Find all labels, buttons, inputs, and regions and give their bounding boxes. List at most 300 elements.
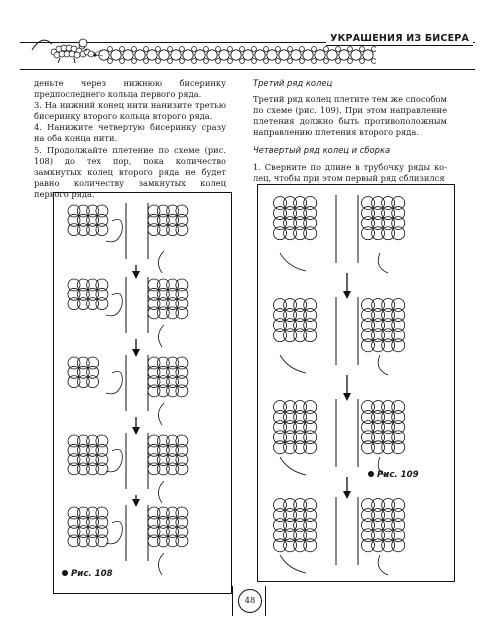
bead — [304, 441, 317, 454]
bead — [148, 214, 160, 226]
bead — [87, 214, 99, 226]
thread-line — [158, 553, 164, 575]
bead — [372, 529, 385, 542]
chain-bead — [204, 47, 209, 52]
bead — [372, 329, 385, 342]
bead — [77, 224, 89, 236]
bead — [148, 307, 160, 319]
bead — [294, 519, 307, 532]
bead — [274, 197, 287, 210]
bead — [382, 401, 395, 414]
bead — [294, 401, 307, 414]
bead — [362, 431, 375, 444]
bead — [392, 329, 405, 342]
bead — [87, 298, 99, 310]
bead — [392, 197, 405, 210]
chain-bead — [156, 47, 161, 52]
beaded-mouse-icon — [28, 30, 104, 72]
bead — [382, 431, 395, 444]
chain-bead — [111, 50, 121, 60]
arrow-down-icon — [132, 499, 140, 507]
bead — [77, 298, 89, 310]
subtitle-third-row: Третий ряд колец — [253, 78, 333, 88]
chain-bead — [351, 50, 361, 60]
bead — [77, 526, 89, 538]
bead — [294, 499, 307, 512]
bead — [148, 444, 160, 456]
bead — [392, 309, 405, 322]
bead — [87, 535, 99, 547]
chain-bead — [228, 59, 233, 64]
chain-bead — [120, 47, 125, 52]
bead — [148, 463, 160, 475]
thread-line — [280, 355, 306, 373]
bead — [96, 435, 108, 447]
bead — [167, 376, 179, 388]
thread-line — [106, 521, 122, 544]
chain-bead — [108, 47, 113, 52]
chain-bead — [123, 50, 133, 60]
bead — [284, 411, 297, 424]
bead — [167, 516, 179, 528]
bead — [96, 535, 108, 547]
bead — [382, 529, 395, 542]
bead — [392, 499, 405, 512]
chain-bead — [303, 50, 313, 60]
bead — [77, 444, 89, 456]
chain-bead — [264, 59, 269, 64]
bead — [304, 309, 317, 322]
bead — [274, 411, 287, 424]
bead — [96, 214, 108, 226]
bead — [157, 279, 169, 291]
chain-bead — [204, 59, 209, 64]
arrow-down-icon — [343, 393, 351, 401]
bead — [382, 217, 395, 230]
bead — [167, 535, 179, 547]
bead — [77, 214, 89, 226]
bead — [294, 217, 307, 230]
bead — [304, 197, 317, 210]
bead — [294, 309, 307, 322]
bead — [274, 227, 287, 240]
chain-bead — [288, 47, 293, 52]
bead — [148, 376, 160, 388]
bead — [274, 499, 287, 512]
arrow-down-icon — [132, 271, 140, 279]
bead — [77, 435, 89, 447]
bead — [284, 519, 297, 532]
bead — [176, 535, 188, 547]
bead — [284, 401, 297, 414]
bead — [176, 376, 188, 388]
chain-bead — [99, 50, 109, 60]
bead-cluster — [68, 357, 99, 388]
bead — [96, 288, 108, 300]
bead — [176, 307, 188, 319]
bead — [362, 509, 375, 522]
paragraph: 1. Сверните по длине в трубочку ряды колец, чтобы при этом первый ряд сблизился — [253, 161, 447, 183]
chain-bead — [291, 50, 301, 60]
bead — [157, 463, 169, 475]
bead — [382, 421, 395, 434]
bead — [294, 421, 307, 434]
thread-line — [106, 219, 122, 242]
bead — [176, 435, 188, 447]
bead — [87, 205, 99, 217]
chain-bead — [168, 59, 173, 64]
paragraph: 4. Нанижите четвертую бисеринку сразу на оба конца нити. — [34, 122, 226, 144]
bead — [77, 463, 89, 475]
bead — [392, 441, 405, 454]
bead — [294, 441, 307, 454]
bead — [284, 431, 297, 444]
chain-bead — [339, 50, 349, 60]
bead — [372, 509, 385, 522]
bead — [294, 329, 307, 342]
bead — [176, 205, 188, 217]
bead — [372, 431, 385, 444]
bead — [274, 529, 287, 542]
bead — [284, 539, 297, 552]
arrow-down-icon — [132, 427, 140, 435]
bead — [77, 366, 89, 378]
bead — [362, 539, 375, 552]
chain-bead — [336, 59, 341, 64]
thread-line — [158, 325, 164, 347]
bead — [362, 309, 375, 322]
bead — [362, 499, 375, 512]
chain-bead — [252, 47, 257, 52]
bead — [68, 279, 80, 291]
bead — [157, 307, 169, 319]
arrow-down-icon — [343, 291, 351, 299]
bead — [148, 516, 160, 528]
bead — [284, 197, 297, 210]
bead — [167, 526, 179, 538]
bead — [68, 463, 80, 475]
bead — [157, 526, 169, 538]
bead — [176, 279, 188, 291]
chain-bead — [216, 47, 221, 52]
chain-bead — [159, 50, 169, 60]
bead — [148, 288, 160, 300]
bead — [382, 499, 395, 512]
bead — [157, 205, 169, 217]
bead — [157, 535, 169, 547]
bead — [362, 207, 375, 220]
bead — [176, 444, 188, 456]
thread-line — [158, 251, 164, 273]
bead — [157, 385, 169, 397]
chain-bead — [192, 47, 197, 52]
bead — [382, 339, 395, 352]
bead — [372, 207, 385, 220]
bead — [274, 329, 287, 342]
bead — [77, 507, 89, 519]
bead — [176, 507, 188, 519]
arrow-down-icon — [132, 349, 140, 357]
bead-cluster — [274, 299, 317, 342]
bead — [274, 309, 287, 322]
bead — [284, 329, 297, 342]
bead — [176, 366, 188, 378]
bead — [96, 516, 108, 528]
bead — [294, 207, 307, 220]
bead — [68, 507, 80, 519]
bead-cluster — [148, 205, 188, 236]
bead — [167, 307, 179, 319]
bead — [96, 463, 108, 475]
thread-line — [378, 355, 388, 375]
bead — [87, 224, 99, 236]
bead — [176, 385, 188, 397]
bead — [382, 411, 395, 424]
bead — [304, 217, 317, 230]
chain-bead — [372, 59, 376, 64]
bead — [68, 435, 80, 447]
bead — [87, 279, 99, 291]
bead — [157, 357, 169, 369]
chain-bead — [315, 50, 325, 60]
bead — [392, 411, 405, 424]
bead — [68, 454, 80, 466]
paragraph: деньте через нижнюю бисеринку предпоследнего кольца первого ряда. — [34, 78, 226, 100]
bead — [157, 298, 169, 310]
chain-bead — [312, 59, 317, 64]
bead — [157, 507, 169, 519]
bead — [167, 507, 179, 519]
bead — [148, 535, 160, 547]
bead — [87, 288, 99, 300]
bead — [176, 463, 188, 475]
bead — [274, 509, 287, 522]
bead — [304, 519, 317, 532]
bead — [274, 431, 287, 444]
bead — [96, 224, 108, 236]
bead — [382, 539, 395, 552]
bead — [284, 529, 297, 542]
bead — [284, 207, 297, 220]
bead — [304, 227, 317, 240]
bead — [382, 319, 395, 332]
bead — [382, 519, 395, 532]
bead — [372, 319, 385, 332]
chain-bead — [120, 59, 125, 64]
chain-bead — [192, 59, 197, 64]
bead — [167, 385, 179, 397]
bead — [392, 207, 405, 220]
bead-cluster — [362, 499, 405, 552]
bead — [96, 205, 108, 217]
bead — [362, 401, 375, 414]
bead — [382, 441, 395, 454]
thread-line — [378, 555, 388, 575]
bead — [304, 499, 317, 512]
bead — [304, 509, 317, 522]
bead — [392, 319, 405, 332]
bead — [372, 197, 385, 210]
bead — [362, 529, 375, 542]
arrow-down-icon — [343, 491, 351, 499]
subtitle-fourth-row: Четвертый ряд колец и сборка — [253, 145, 391, 156]
chain-bead — [171, 50, 181, 60]
bead — [284, 421, 297, 434]
right-text-column — [253, 78, 447, 184]
bead — [176, 224, 188, 236]
bead — [372, 519, 385, 532]
bead — [148, 279, 160, 291]
bead — [167, 454, 179, 466]
thread-line — [280, 457, 306, 475]
chain-bead — [243, 50, 253, 60]
bead-cluster — [274, 401, 317, 454]
bead — [167, 435, 179, 447]
thread-line — [280, 253, 306, 271]
bead — [304, 411, 317, 424]
bead — [77, 288, 89, 300]
bead — [68, 224, 80, 236]
bead — [372, 539, 385, 552]
bead — [176, 526, 188, 538]
paragraph: 5. Продолжайте плетение по схеме (рис. 108) до тех пор, пока количество замкнутых колец второго ряда не будет равно количеству замкнутых колец первого ряда. — [34, 144, 226, 199]
bead — [284, 299, 297, 312]
chain-bead — [252, 59, 257, 64]
bead — [392, 519, 405, 532]
chain-bead — [255, 50, 265, 60]
bead — [382, 509, 395, 522]
chain-bead — [327, 50, 337, 60]
bead — [77, 205, 89, 217]
bead — [392, 421, 405, 434]
bead — [96, 279, 108, 291]
bead — [167, 214, 179, 226]
chain-bead — [348, 59, 353, 64]
bead — [372, 441, 385, 454]
bead — [274, 299, 287, 312]
chain-bead — [144, 59, 149, 64]
bead-cluster — [362, 401, 405, 454]
bead — [284, 499, 297, 512]
bead — [68, 366, 80, 378]
bead-cluster — [68, 507, 108, 547]
bead — [77, 454, 89, 466]
bead — [304, 431, 317, 444]
bead — [392, 299, 405, 312]
bead — [372, 401, 385, 414]
thread-line — [106, 293, 122, 316]
bead — [274, 441, 287, 454]
bead-cluster — [68, 435, 108, 475]
chain-bead — [240, 59, 245, 64]
page-rule-right — [265, 586, 266, 616]
bead-cluster — [148, 279, 188, 319]
bead-cluster — [68, 205, 108, 236]
chain-bead — [288, 59, 293, 64]
chain-bead — [267, 50, 277, 60]
bead — [372, 421, 385, 434]
bead-cluster — [362, 197, 405, 240]
bead — [284, 227, 297, 240]
bead — [372, 411, 385, 424]
chain-bead — [264, 47, 269, 52]
bead — [372, 499, 385, 512]
bead — [68, 376, 80, 388]
bead — [87, 357, 99, 369]
bead — [167, 205, 179, 217]
bead — [68, 205, 80, 217]
bead — [284, 509, 297, 522]
chain-bead — [240, 47, 245, 52]
bead — [157, 516, 169, 528]
thread-line — [378, 253, 388, 273]
bead — [87, 526, 99, 538]
bead — [68, 516, 80, 528]
bead — [167, 463, 179, 475]
bead — [68, 298, 80, 310]
bead — [68, 444, 80, 456]
weaving-diagram — [54, 193, 231, 593]
bead — [167, 298, 179, 310]
bead — [167, 279, 179, 291]
bead — [176, 288, 188, 300]
bead — [274, 421, 287, 434]
bead — [68, 357, 80, 369]
bead — [157, 366, 169, 378]
bead — [148, 366, 160, 378]
bead — [392, 217, 405, 230]
chain-bead — [180, 59, 185, 64]
chain-bead — [147, 50, 157, 60]
bead — [96, 298, 108, 310]
bead — [167, 224, 179, 236]
bead — [294, 431, 307, 444]
bead — [96, 507, 108, 519]
thread-line — [280, 555, 306, 573]
bead — [362, 339, 375, 352]
bead — [176, 454, 188, 466]
bead — [362, 227, 375, 240]
bead — [284, 309, 297, 322]
bead — [274, 539, 287, 552]
bead — [294, 227, 307, 240]
bead — [157, 224, 169, 236]
page-number: 48 — [238, 589, 262, 613]
chain-bead — [108, 59, 113, 64]
figure-108 — [53, 192, 232, 594]
bead — [294, 539, 307, 552]
chain-bead — [363, 50, 373, 60]
bead — [87, 366, 99, 378]
bullet-icon — [368, 471, 374, 477]
bead — [284, 441, 297, 454]
bead — [392, 339, 405, 352]
bead — [77, 535, 89, 547]
chain-bead — [195, 50, 205, 60]
bead — [362, 411, 375, 424]
bead — [392, 401, 405, 414]
bead — [294, 319, 307, 332]
bullet-icon — [62, 570, 68, 576]
paragraph: Третий ряд колец плетите тем же способом по схеме (рис. 109). При этом направление плетения должно быть противоположным направлению плетения второго ряда. — [253, 94, 447, 138]
bead — [304, 401, 317, 414]
bead — [274, 207, 287, 220]
bead — [176, 298, 188, 310]
paragraph: 3. На нижний конец нити нанизите третью бисеринку второго кольца второго ряда. — [34, 100, 226, 122]
page-header — [20, 20, 475, 74]
bead — [148, 224, 160, 236]
chain-bead — [183, 50, 193, 60]
